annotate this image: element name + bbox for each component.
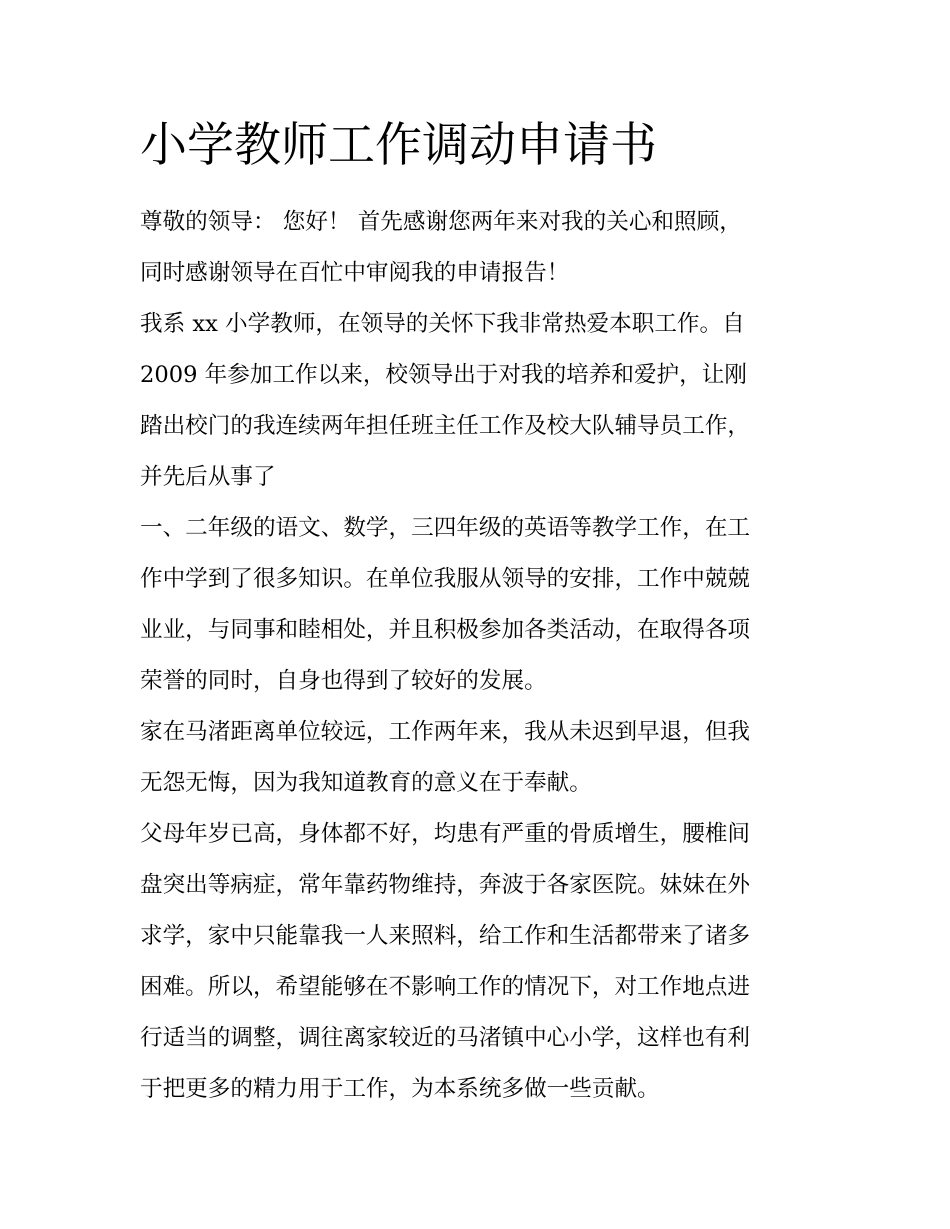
text-line: 父母年岁已高，身体都不好，均患有严重的骨质增生，腰椎间 bbox=[140, 821, 751, 847]
text-line: 无怨无悔，因为我知道教育的意义在于奉献。 bbox=[140, 770, 592, 796]
text-line: 同时感谢领导在百忙中审阅我的申请报告！ bbox=[140, 260, 570, 286]
document-title: 小学教师工作调动申请书 bbox=[140, 118, 657, 173]
text-line: 荣誉的同时，自身也得到了较好的发展。 bbox=[140, 668, 547, 694]
text-line: 于把更多的精力用于工作，为本系统多做一些贡献。 bbox=[140, 1076, 660, 1102]
text-line: 行适当的调整，调往离家较近的马渚镇中心小学，这样也有利 bbox=[140, 1025, 751, 1051]
text-line: 盘突出等病症，常年靠药物维持，奔波于各家医院。妹妹在外 bbox=[140, 872, 751, 898]
text-line: 作中学到了很多知识。在单位我服从领导的安排，工作中兢兢 bbox=[140, 566, 751, 592]
text-line: 尊敬的领导： 您好！ 首先感谢您两年来对我的关心和照顾， bbox=[140, 209, 742, 235]
text-line: 业业，与同事和睦相处，并且积极参加各类活动，在取得各项 bbox=[140, 617, 751, 643]
text-line: 家在马渚距离单位较远，工作两年来，我从未迟到早退，但我 bbox=[140, 719, 751, 745]
text-line: 求学，家中只能靠我一人来照料，给工作和生活都带来了诸多 bbox=[140, 923, 751, 949]
text-line: 并先后从事了 bbox=[140, 464, 276, 490]
text-line: 一、二年级的语文、数学，三四年级的英语等教学工作，在工 bbox=[140, 515, 751, 541]
text-line: 2009 年参加工作以来，校领导出于对我的培养和爱护，让刚 bbox=[140, 362, 747, 388]
document-body bbox=[140, 197, 815, 1115]
text-line: 困难。所以，希望能够在不影响工作的情况下，对工作地点进 bbox=[140, 974, 751, 1000]
text-line: 踏出校门的我连续两年担任班主任工作及校大队辅导员工作， bbox=[140, 413, 751, 439]
text-line: 我系 xx 小学教师，在领导的关怀下我非常热爱本职工作。自 bbox=[140, 311, 745, 337]
